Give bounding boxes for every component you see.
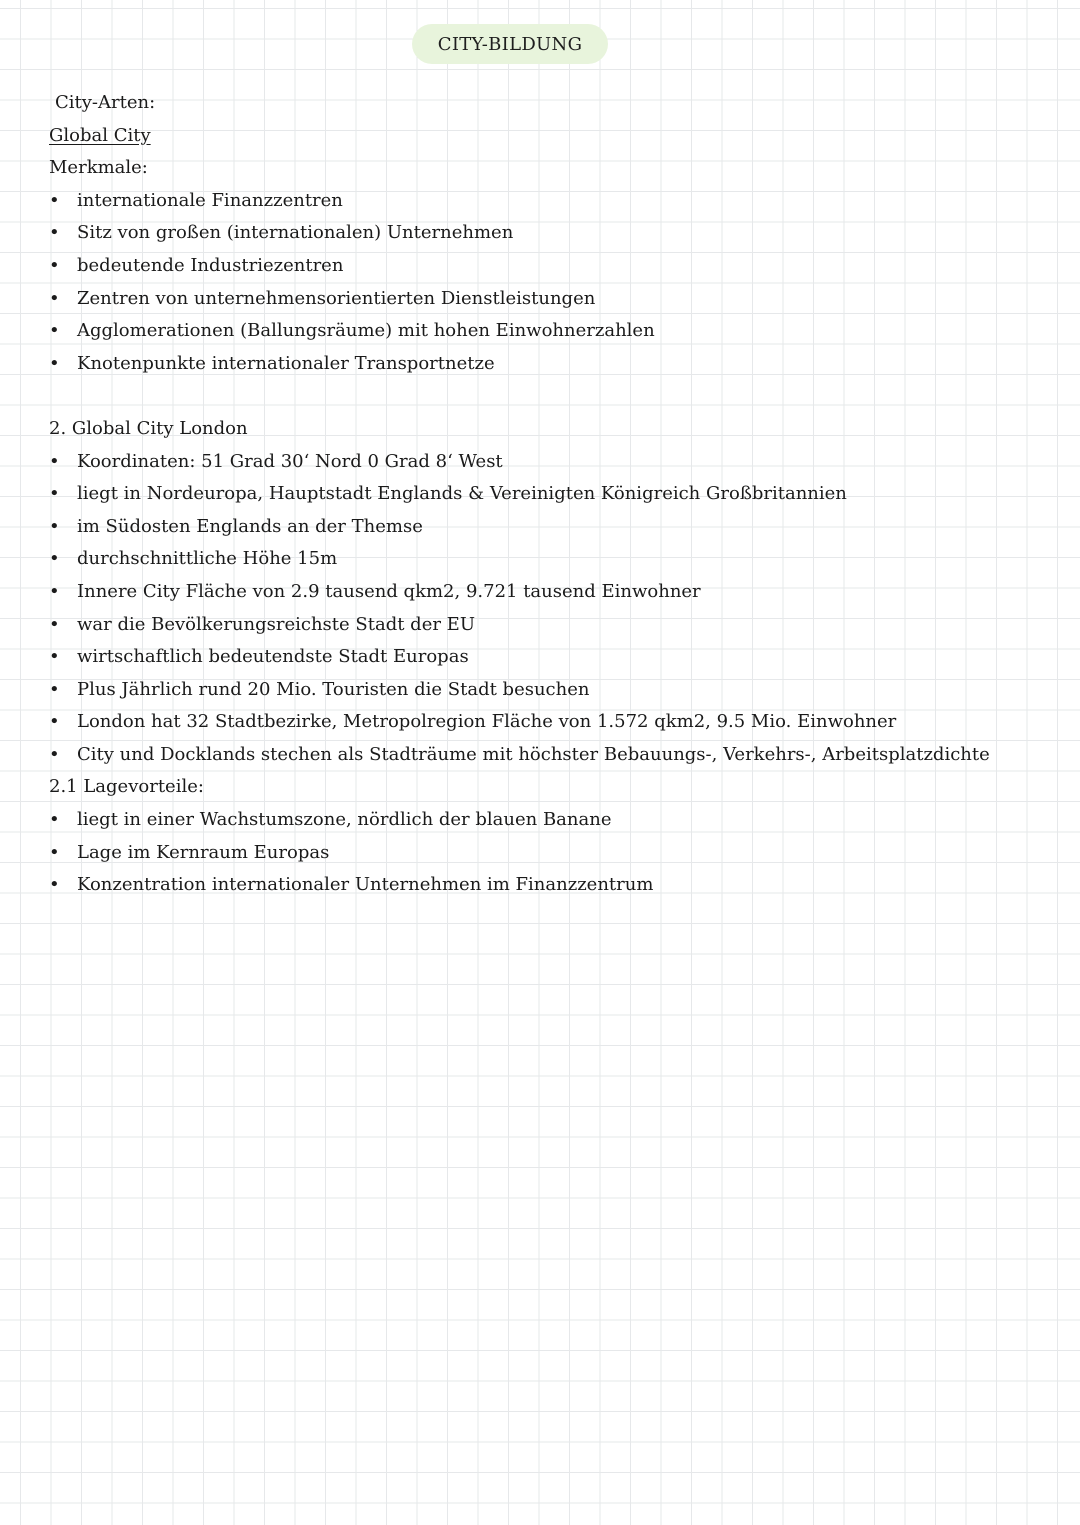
london-list	[49, 446, 1049, 772]
section-spacer	[49, 380, 1049, 413]
list-item: • Zentren von unternehmensorientierten Dienstleistungen	[49, 283, 1049, 316]
list-item: • wirtschaftlich bedeutendste Stadt Europas	[49, 641, 1049, 674]
list-item: • Agglomerationen (Ballungsräume) mit hohen Einwohnerzahlen	[49, 315, 1049, 348]
list-item: • liegt in Nordeuropa, Hauptstadt Englands & Vereinigten Königreich Großbritannien	[49, 478, 1049, 511]
list-item: • durchschnittliche Höhe 15m	[49, 543, 1049, 576]
lagevorteile-list	[49, 804, 1049, 902]
london-heading: 2. Global City London	[49, 417, 248, 439]
list-item: • Lage im Kernraum Europas	[49, 837, 1049, 870]
list-item: • internationale Finanzzentren	[49, 185, 1049, 218]
list-item: • liegt in einer Wachstumszone, nördlich der blauen Banane	[49, 804, 1049, 837]
list-item: • Konzentration internationaler Unternehmen im Finanzzentrum	[49, 869, 1049, 902]
list-item: • Koordinaten: 51 Grad 30‘ Nord 0 Grad 8‘ West	[49, 446, 1049, 479]
global-city-list	[49, 185, 1049, 381]
list-item: • war die Bevölkerungsreichste Stadt der EU	[49, 609, 1049, 642]
list-item: • Plus Jährlich rund 20 Mio. Touristen die Stadt besuchen	[49, 674, 1049, 707]
list-item: • im Südosten Englands an der Themse	[49, 511, 1049, 544]
list-item: • Innere City Fläche von 2.9 tausend qkm2, 9.721 tausend Einwohner	[49, 576, 1049, 609]
page-title: CITY-BILDUNG	[412, 24, 608, 64]
list-item: • Knotenpunkte internationaler Transportnetze	[49, 348, 1049, 381]
city-arten-label: City-Arten:	[55, 92, 156, 113]
list-item: • London hat 32 Stadtbezirke, Metropolregion Fläche von 1.572 qkm2, 9.5 Mio. Einwohner	[49, 706, 1049, 739]
list-item: • bedeutende Industriezentren	[49, 250, 1049, 283]
merkmale-label: Merkmale:	[49, 157, 148, 179]
lagevorteile-heading: 2.1 Lagevorteile:	[49, 776, 204, 798]
list-item: • Sitz von großen (internationalen) Unternehmen	[49, 217, 1049, 250]
global-city-heading: Global City	[49, 124, 151, 146]
document-body	[49, 87, 1049, 902]
list-item: • City und Docklands stechen als Stadträume mit höchster Bebauungs-, Verkehrs-, Arbeitsplatzdichte	[49, 739, 1049, 772]
